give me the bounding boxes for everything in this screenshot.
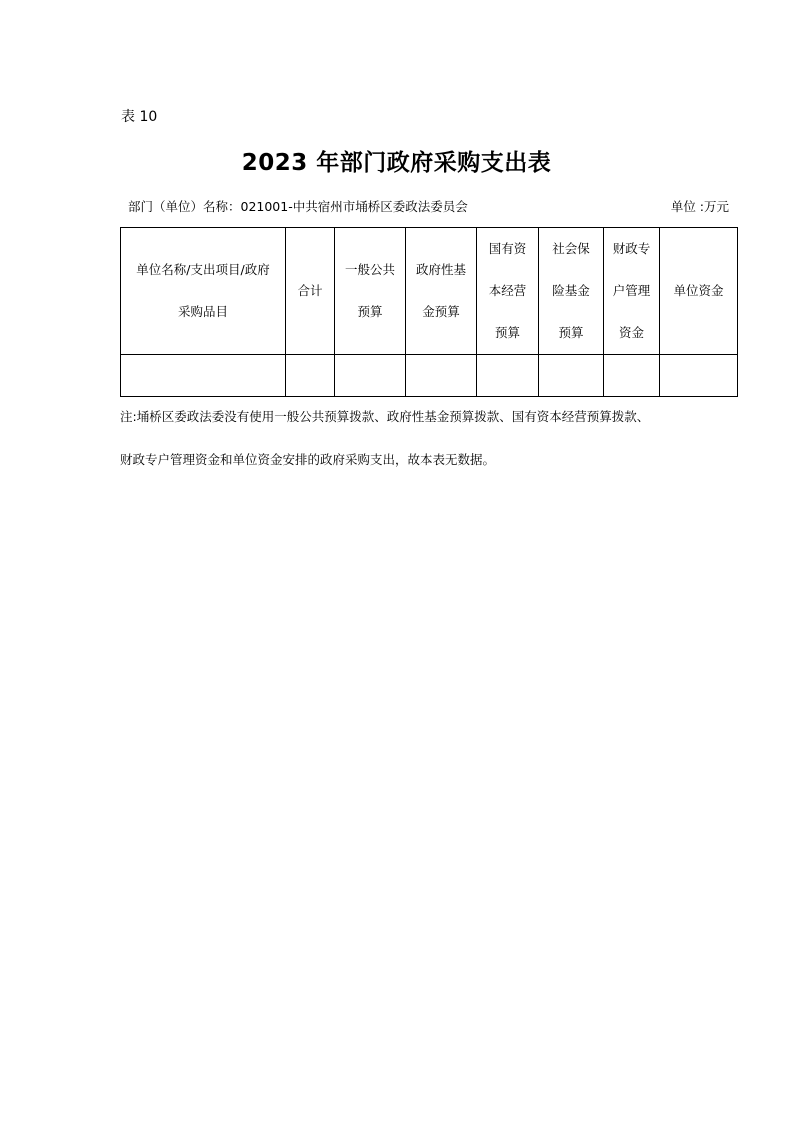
header-government-fund-budget <box>406 228 477 355</box>
procurement-expenditure-table <box>120 227 738 397</box>
header-total <box>286 228 335 355</box>
unit-label: 单位 :万元 <box>670 199 729 214</box>
header-state-capital-budget <box>477 228 539 355</box>
header-unit-name-item <box>121 228 286 355</box>
table-cell <box>604 355 660 397</box>
header-text: 社会保 <box>552 241 590 256</box>
header-text: 采购品目 <box>177 304 228 319</box>
header-text: 财政专 <box>612 241 651 256</box>
table-cell <box>335 355 406 397</box>
table-row <box>121 355 738 397</box>
header-social-insurance-budget <box>539 228 604 355</box>
header-text: 合计 <box>297 283 323 298</box>
table-cell <box>121 355 286 397</box>
header-text: 预算 <box>558 325 584 340</box>
header-text: 预算 <box>494 325 520 340</box>
table-cell <box>477 355 539 397</box>
header-unit-funds <box>660 228 738 355</box>
header-general-public-budget <box>335 228 406 355</box>
table-cell <box>660 355 738 397</box>
header-text: 单位名称/支出项目/政府 <box>136 262 270 277</box>
header-text: 一般公共 <box>344 262 395 277</box>
header-text: 预算 <box>357 304 383 319</box>
header-text: 险基金 <box>552 283 590 298</box>
page-title: 2023 年部门政府采购支出表 <box>241 150 552 176</box>
table-note <box>120 406 740 492</box>
header-text: 政府性基 <box>415 262 466 277</box>
table-number-label: 表 10 <box>121 109 158 125</box>
table-cell <box>539 355 604 397</box>
note-line: 财政专户管理资金和单位资金安排的政府采购支出，故本表无数据。 <box>120 452 496 467</box>
header-text: 资金 <box>618 325 644 340</box>
table-header-row <box>121 228 738 355</box>
header-text: 户管理 <box>612 283 651 298</box>
header-text: 本经营 <box>488 283 527 298</box>
header-text: 金预算 <box>422 304 460 319</box>
note-line: 注:埇桥区委政法委没有使用一般公共预算拨款、政府性基金预算拨款、国有资本经营预算拨款、 <box>120 409 650 424</box>
header-text: 单位资金 <box>673 283 724 298</box>
table-cell <box>286 355 335 397</box>
header-fiscal-special-account <box>604 228 660 355</box>
header-text: 国有资 <box>488 241 527 256</box>
department-name: 部门（单位）名称：021001-中共宿州市埇桥区委政法委员会 <box>128 199 468 214</box>
table-cell <box>406 355 477 397</box>
